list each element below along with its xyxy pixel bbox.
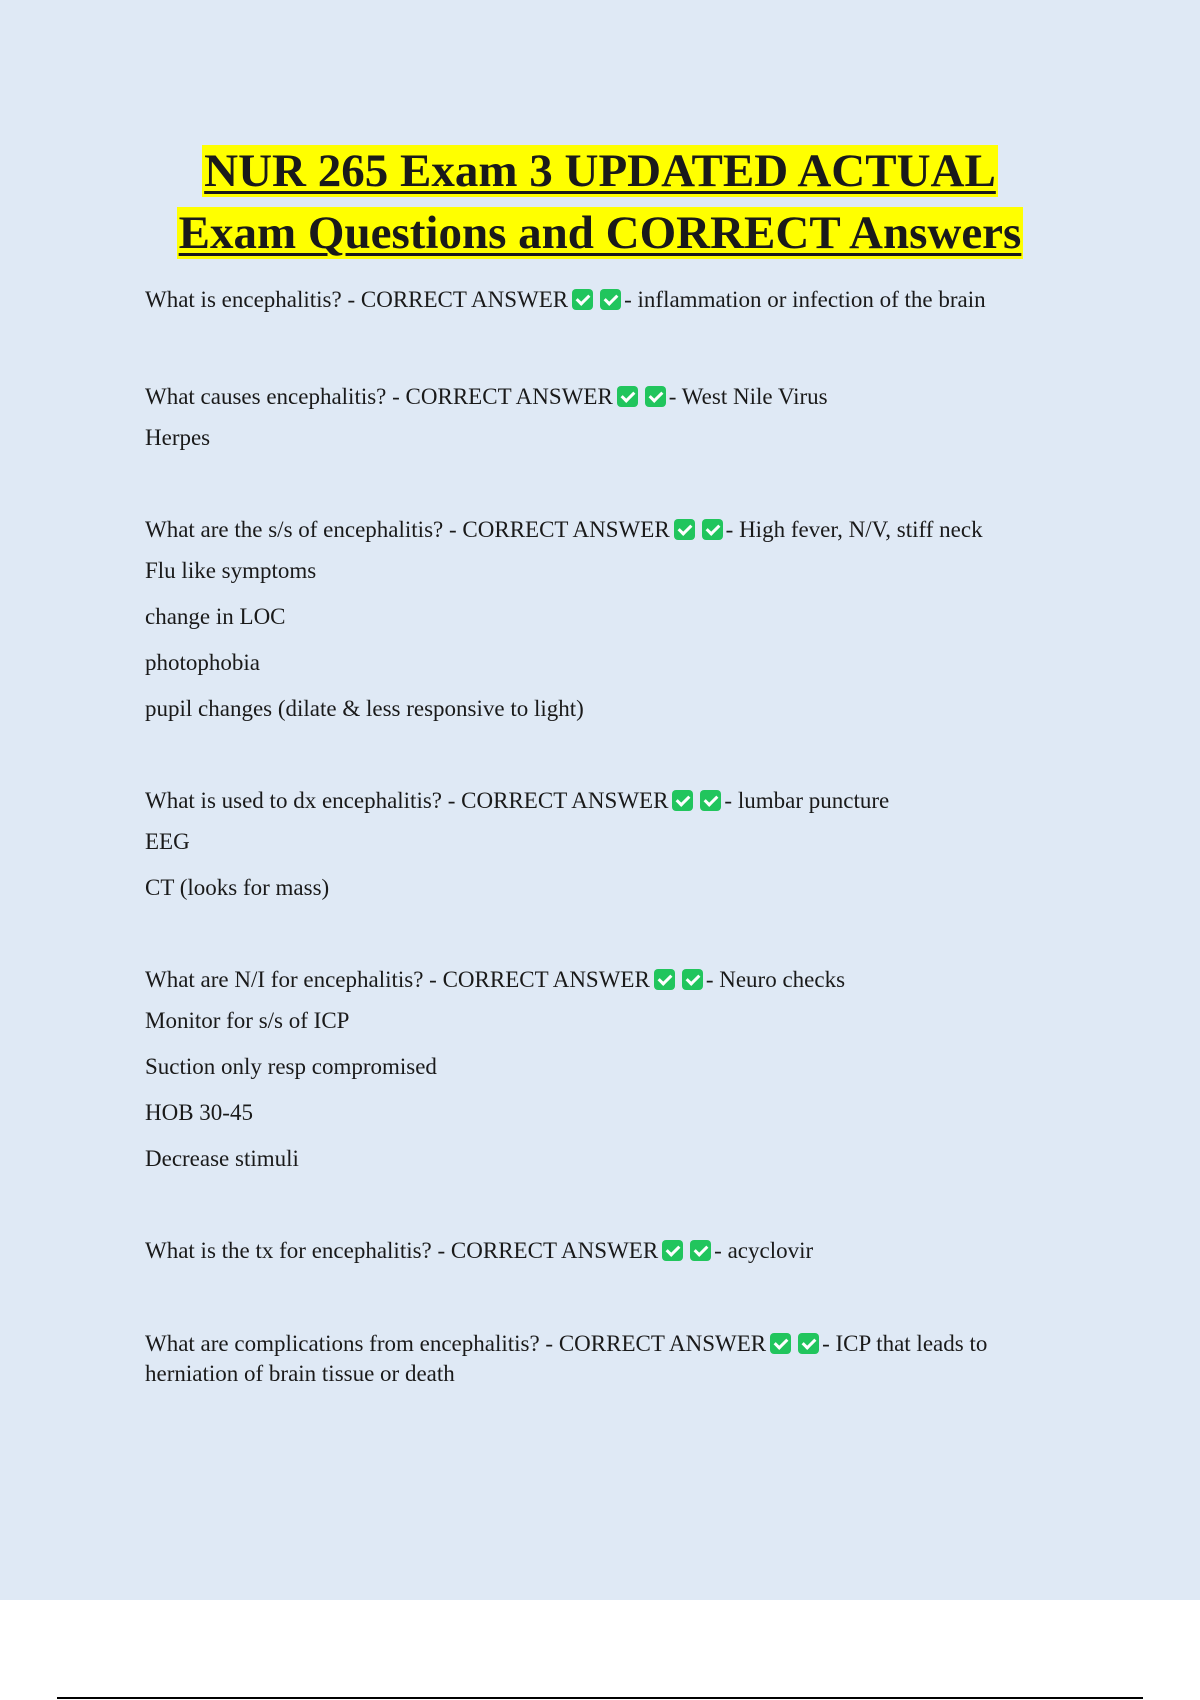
answer-text: - High fever, N/V, stiff neck <box>725 517 983 542</box>
document-title <box>0 140 1200 264</box>
qa-list <box>145 281 1065 1389</box>
green-check-box-icon <box>674 519 695 540</box>
question-line <box>145 1232 1065 1269</box>
green-check-box-icon <box>600 289 621 310</box>
answer-detail-line: EEG <box>145 829 190 854</box>
question-line <box>145 281 1065 318</box>
qa-item <box>145 378 1065 461</box>
green-check-box-icon <box>617 386 638 407</box>
question-text: What are N/I for encephalitis? - <box>145 967 443 992</box>
answer-detail-line: CT (looks for mass) <box>145 875 330 900</box>
question-line <box>145 511 1065 548</box>
qa-item <box>145 281 1065 318</box>
question-line <box>145 1329 1065 1389</box>
green-check-box-icon <box>654 969 675 990</box>
answer-detail-line: Suction only resp compromised <box>145 1054 437 1079</box>
answer-text: - West Nile Virus <box>668 384 828 409</box>
answer-detail-line: pupil changes (dilate & less responsive to light) <box>145 696 584 721</box>
answer-detail-line: Flu like symptoms <box>145 558 317 583</box>
green-check-box-icon <box>700 790 721 811</box>
question-text: What are the s/s of encephalitis? - <box>145 517 463 542</box>
qa-item <box>145 1232 1065 1269</box>
footer-divider <box>57 1697 1143 1699</box>
green-check-box-icon <box>770 1333 791 1354</box>
answer-detail-line: HOB 30-45 <box>145 1100 253 1125</box>
question-text: What is encephalitis? - <box>145 287 361 312</box>
green-check-box-icon <box>572 289 593 310</box>
green-check-box-icon <box>645 386 666 407</box>
title-line-1: NUR 265 Exam 3 UPDATED ACTUAL <box>204 145 996 197</box>
answer-marker: CORRECT ANSWER <box>461 788 669 813</box>
green-check-box-icon <box>690 1240 711 1261</box>
green-check-box-icon <box>662 1240 683 1261</box>
answer-text: - lumbar puncture <box>724 788 890 813</box>
green-check-box-icon <box>702 519 723 540</box>
answer-detail-line: Herpes <box>145 425 211 450</box>
answer-detail-line: Decrease stimuli <box>145 1146 299 1171</box>
qa-item <box>145 1329 1065 1389</box>
answer-marker: CORRECT ANSWER <box>462 517 670 542</box>
question-line <box>145 378 1065 415</box>
green-check-box-icon <box>798 1333 819 1354</box>
qa-item <box>145 782 1065 911</box>
green-check-box-icon <box>682 969 703 990</box>
qa-item <box>145 511 1065 732</box>
answer-detail-line: Monitor for s/s of ICP <box>145 1008 350 1033</box>
answer-marker: CORRECT ANSWER <box>450 1238 659 1263</box>
answer-text: - inflammation or infection of the brain <box>624 287 986 312</box>
question-text: What causes encephalitis? - <box>145 384 406 409</box>
answer-detail-line: photophobia <box>145 650 260 675</box>
question-line <box>145 782 1065 819</box>
answer-marker: CORRECT ANSWER <box>442 967 650 992</box>
answer-marker: CORRECT ANSWER <box>558 1331 767 1356</box>
question-text: What is used to dx encephalitis? - <box>145 788 462 813</box>
question-text: What is the tx for encephalitis? - <box>145 1238 451 1263</box>
answer-text: - acyclovir <box>714 1238 814 1263</box>
answer-text: - Neuro checks <box>705 967 846 992</box>
answer-marker: CORRECT ANSWER <box>405 384 613 409</box>
title-line-2: Exam Questions and CORRECT Answers <box>178 207 1022 259</box>
answer-marker: CORRECT ANSWER <box>360 287 569 312</box>
question-text: What are complications from encephalitis? - <box>145 1331 559 1356</box>
green-check-box-icon <box>672 790 693 811</box>
answer-text: - ICP that leads to herniation of brain tissue or death <box>145 1331 988 1386</box>
answer-detail-line: change in LOC <box>145 604 286 629</box>
question-line <box>145 961 1065 998</box>
qa-item <box>145 961 1065 1182</box>
